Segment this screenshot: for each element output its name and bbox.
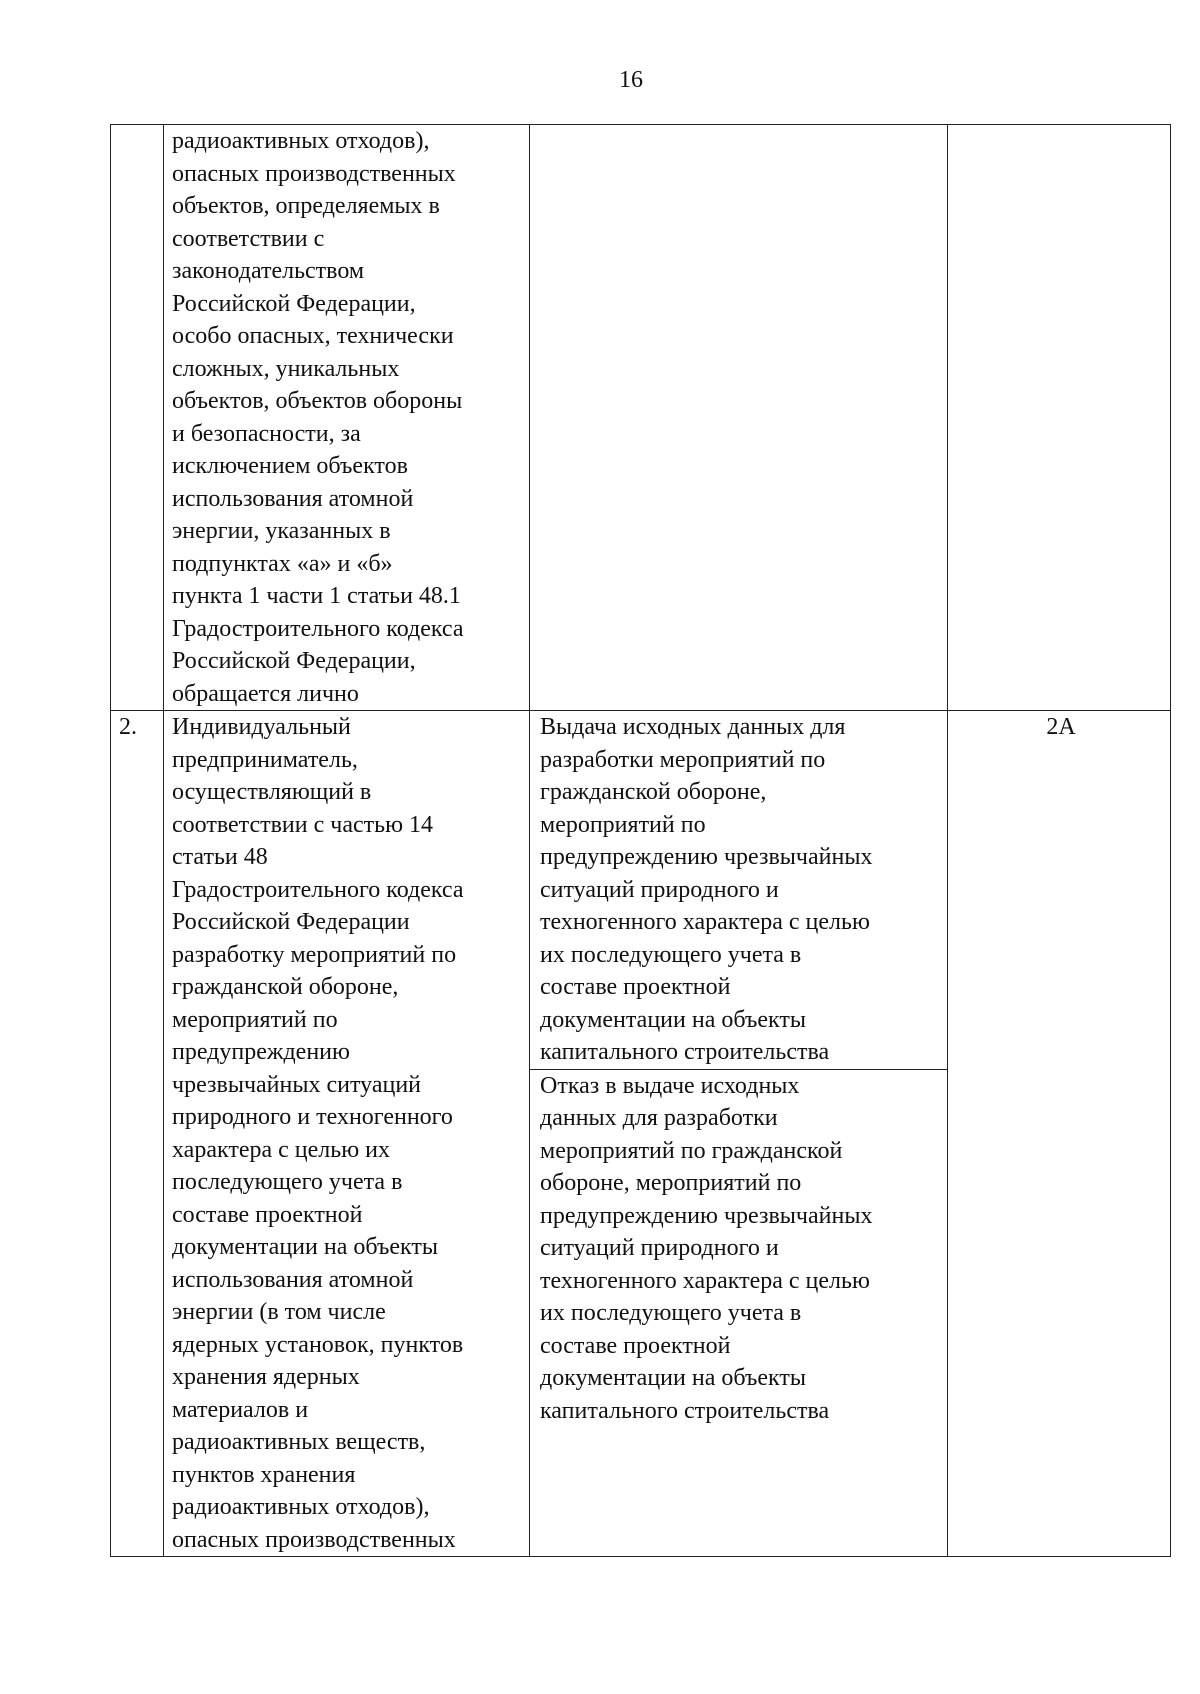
text-line: ситуаций природного и <box>540 1235 779 1261</box>
text-line: опасных производственных <box>172 1526 456 1553</box>
text-line: техногенного характера с целью <box>540 1267 870 1294</box>
row1-applicant-text <box>172 125 525 710</box>
row2-applicant-text <box>172 711 525 1556</box>
text-line: использования атомной <box>172 485 414 512</box>
text-line: их последующего учета в <box>540 1300 802 1326</box>
row2-result-issue <box>530 711 947 1070</box>
text-line: разработку мероприятий по <box>172 941 457 968</box>
text-line: подпунктах «а» и «б» <box>172 550 393 577</box>
text-line: данных для разработки <box>540 1105 778 1131</box>
text-line: Российской Федерации, <box>172 648 416 674</box>
text-line: радиоактивных отходов), <box>172 128 430 154</box>
text-line: статьи 48 <box>172 844 268 870</box>
text-line: предупреждению <box>172 1039 350 1065</box>
row2-number: 2. <box>119 714 137 740</box>
row2-result-refusal <box>530 1070 947 1428</box>
row2-applicant-cell <box>164 711 530 1557</box>
text-line: характера с целью их <box>172 1136 390 1163</box>
text-line: мероприятий по <box>540 811 706 838</box>
row2-code-cell <box>948 711 1171 1557</box>
text-line: опасных производственных <box>172 160 456 187</box>
text-line: Градостроительного кодекса <box>172 876 464 903</box>
text-line: составе проектной <box>540 974 731 1000</box>
text-line: предприниматель, <box>172 746 358 773</box>
text-line: их последующего учета в <box>540 941 802 968</box>
page-number: 16 <box>619 67 643 93</box>
text-line: энергии, указанных в <box>172 518 391 544</box>
text-line: чрезвычайных ситуаций <box>172 1071 422 1098</box>
text-line: составе проектной <box>172 1201 363 1228</box>
text-line: составе проектной <box>540 1332 731 1359</box>
row1-number-cell <box>111 125 164 711</box>
text-line: последующего учета в <box>172 1169 403 1195</box>
text-line: радиоактивных веществ, <box>172 1429 426 1455</box>
row1-applicant-cell <box>164 125 530 711</box>
text-line: мероприятий по <box>172 1006 338 1033</box>
text-line: капитального строительства <box>540 1039 830 1065</box>
text-line: Российской Федерации <box>172 909 410 935</box>
row1-code-cell <box>948 125 1171 711</box>
text-line: пунктов хранения <box>172 1461 356 1488</box>
text-line: радиоактивных отходов), <box>172 1494 430 1520</box>
text-line: Выдача исходных данных для <box>540 714 846 740</box>
text-line: использования атомной <box>172 1266 414 1293</box>
row2-result-cell <box>530 711 948 1557</box>
text-line: предупреждению чрезвычайных <box>540 1202 873 1229</box>
text-line: законодательством <box>172 258 365 284</box>
text-line: Индивидуальный <box>172 714 351 740</box>
text-line: природного и техногенного <box>172 1104 453 1130</box>
text-line: разработки мероприятий по <box>540 746 826 773</box>
text-line: предупреждению чрезвычайных <box>540 844 873 870</box>
text-line: гражданской обороне, <box>540 779 767 805</box>
text-line: мероприятий по гражданской <box>540 1137 843 1164</box>
text-line: обращается лично <box>172 680 359 707</box>
text-line: ситуаций природного и <box>540 876 779 903</box>
text-line: Российской Федерации, <box>172 290 416 317</box>
text-line: соответствии с <box>172 225 325 252</box>
text-line: обороне, мероприятий по <box>540 1170 802 1196</box>
text-line: материалов и <box>172 1396 309 1423</box>
text-line: Отказ в выдаче исходных <box>540 1072 800 1099</box>
text-line: техногенного характера с целью <box>540 909 870 935</box>
text-line: документации на объекты <box>540 1006 806 1033</box>
text-line: особо опасных, технически <box>172 323 454 349</box>
text-line: Градостроительного кодекса <box>172 615 464 642</box>
text-line: хранения ядерных <box>172 1364 360 1390</box>
text-line: объектов, определяемых в <box>172 193 440 219</box>
text-line: исключением объектов <box>172 453 408 479</box>
text-line: документации на объекты <box>540 1365 806 1391</box>
service-table <box>110 124 1171 1557</box>
text-line: документации на объекты <box>172 1234 438 1260</box>
text-line: пункта 1 части 1 статьи 48.1 <box>172 583 461 609</box>
text-line: гражданской обороне, <box>172 974 399 1000</box>
text-line: капитального строительства <box>540 1397 830 1424</box>
row1-result-cell <box>530 125 948 711</box>
text-line: и безопасности, за <box>172 420 361 447</box>
row2-code: 2А <box>1046 714 1076 740</box>
text-line: ядерных установок, пунктов <box>172 1331 464 1358</box>
table-row-continuation <box>111 125 1171 711</box>
table-row-2 <box>111 711 1171 1557</box>
text-line: объектов, объектов обороны <box>172 388 463 414</box>
text-line: осуществляющий в <box>172 779 372 805</box>
row2-number-cell <box>111 711 164 1557</box>
text-line: соответствии с частью 14 <box>172 811 433 838</box>
text-line: сложных, уникальных <box>172 355 400 382</box>
text-line: энергии (в том числе <box>172 1299 386 1325</box>
